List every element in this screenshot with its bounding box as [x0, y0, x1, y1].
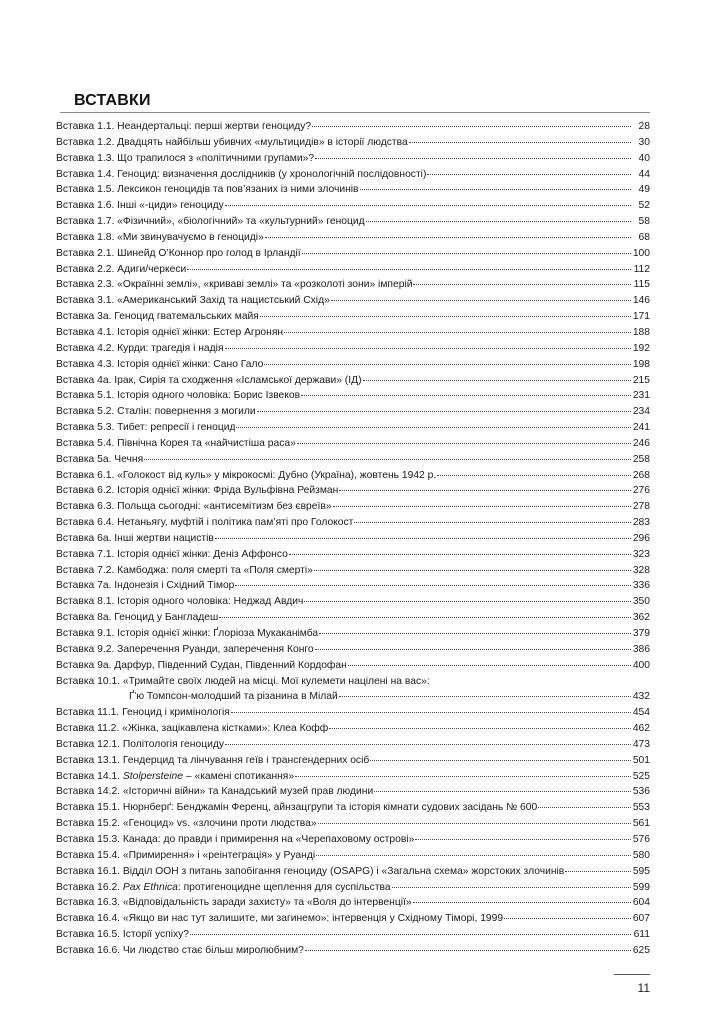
toc-entry-title: Вставка 7.2. Камбоджа: поля смерті та «Поля смерті» — [56, 564, 313, 576]
toc-entry-page: 30 — [638, 136, 650, 148]
toc-leader-dots — [215, 534, 631, 539]
toc-entry-title: Вставка 8.1. Історія одного чоловіка: Неджад Авдич — [56, 596, 304, 608]
toc-entry[interactable] — [56, 911, 650, 927]
toc-entry-title: Вставка 10.1. «Тримайте своїх людей на місці. Мої кулемети націлені на вас»: — [56, 675, 430, 687]
toc-entry-line2 — [56, 689, 650, 705]
toc-entry-page: 400 — [632, 659, 650, 671]
toc-leader-dots — [225, 740, 631, 745]
toc-entry[interactable] — [56, 610, 650, 626]
toc-entry-page: 258 — [632, 453, 650, 465]
toc-leader-dots — [392, 883, 631, 888]
toc-entry-title: Вставка 5.1. Історія одного чоловіка: Борис Ізвеков — [56, 390, 301, 402]
toc-leader-dots — [360, 185, 631, 190]
toc-entry-title-italic: Pax Ethnica — [122, 881, 178, 893]
toc-entry[interactable] — [56, 325, 650, 341]
toc-entry[interactable] — [56, 753, 650, 769]
toc-leader-dots — [231, 708, 631, 713]
toc-entry[interactable] — [56, 515, 650, 531]
toc-leader-dots — [312, 122, 631, 127]
toc-entry[interactable] — [56, 784, 650, 800]
toc-entry[interactable] — [56, 626, 650, 642]
toc-entry-page: 40 — [638, 152, 650, 164]
toc-entry-title: Вставка 13.1. Гендерцид та лінчування геїв і трансгендерних осіб — [56, 754, 370, 766]
toc-entry-title: Вставка 9.1. Історія однієї жінки: Ґлоріоза Мукаканімба — [56, 628, 319, 639]
toc-leader-dots — [538, 803, 631, 808]
toc-entry[interactable] — [56, 927, 650, 943]
toc-entry-title: Вставка 2.2. Адиги/черкеси — [56, 263, 187, 275]
toc-entry-page: 188 — [632, 326, 650, 338]
toc-entry-title: Вставка 4.3. Історія однієї жінки: Сано Гало — [56, 358, 264, 370]
toc-entry-page: 432 — [632, 691, 650, 703]
toc-entry-page: 192 — [632, 342, 650, 354]
toc-entry-page: 171 — [632, 311, 650, 323]
toc-entry-page: 215 — [632, 374, 650, 386]
toc-entry-page: 58 — [638, 216, 650, 228]
toc-entry-title: Вставка 1.7. «Фізичний», «біологічний» та «культурний» геноцид — [56, 216, 365, 228]
toc-entry[interactable] — [56, 468, 650, 484]
toc-entry-page: 112 — [633, 263, 650, 275]
toc-entry-page: 234 — [632, 406, 650, 418]
toc-entry-title: Вставка 16.1. Відділ ООН з питань запобігання геноциду (OSAPG) і «Загальна схема» жорстоких злочинів — [56, 865, 565, 877]
toc-entry-page: 115 — [633, 279, 650, 291]
toc-entry[interactable] — [56, 262, 650, 278]
toc-entry[interactable] — [56, 420, 650, 436]
toc-leader-dots — [363, 376, 632, 381]
toc-entry[interactable] — [56, 293, 650, 309]
toc-entry-title: Вставка 12.1. Політологія геноциду — [56, 738, 224, 750]
toc-entry-title-suffix: : протигеноцидне щеплення для суспільства — [177, 881, 391, 893]
toc-entry-page: 625 — [632, 944, 650, 956]
toc-leader-dots — [339, 692, 631, 697]
toc-entry[interactable] — [56, 864, 650, 880]
toc-entry[interactable] — [56, 151, 650, 167]
toc-entry[interactable] — [56, 388, 650, 404]
toc-entry-title: Вставка 8а. Геноцид у Бангладеш — [56, 612, 219, 624]
toc-leader-dots — [190, 930, 631, 935]
toc-entry[interactable] — [56, 737, 650, 753]
toc-entry-page: 231 — [632, 390, 650, 402]
toc-entry-page: 580 — [632, 849, 650, 861]
toc-entry-title: Вставка 9а. Дарфур, Південний Судан, Південний Кордофан — [56, 659, 347, 671]
toc-leader-dots — [319, 629, 631, 634]
toc-leader-dots — [235, 581, 631, 586]
toc-entry-page: 241 — [632, 422, 650, 434]
toc-entry-page: 100 — [632, 247, 650, 259]
toc-entry[interactable] — [56, 816, 650, 832]
toc-entry-title: Вставка 1.6. Інші «-циди» геноциду — [56, 200, 224, 212]
toc-entry[interactable] — [56, 182, 650, 198]
toc-entry-page: 268 — [632, 469, 650, 481]
toc-entry[interactable] — [56, 721, 650, 737]
section-heading: ВСТАВКИ — [74, 92, 151, 109]
toc-leader-dots — [413, 280, 631, 285]
toc-entry-page: 576 — [632, 833, 650, 845]
toc-entry-page: 462 — [632, 723, 650, 735]
toc-entry-title: Вставка 1.4. Геноцид: визначення дослідників (у хронологічній послідовності) — [56, 168, 427, 180]
toc-entry-page: 473 — [632, 738, 650, 750]
toc-entry-title: Вставка 14.2. «Історичні війни» та Канадський музей прав людини — [56, 786, 374, 798]
toc-entry[interactable] — [56, 800, 650, 816]
toc-entry-title: Вставка 15.3. Канада: до правди і примирення на «Черепаховому острові» — [56, 833, 415, 845]
toc-entry-title: Вставка 7.1. Історія однієї жінки: Деніз Аффонсо — [56, 548, 288, 560]
toc-entry[interactable] — [56, 547, 650, 563]
toc-entry-page: 44 — [638, 168, 650, 180]
toc-entry[interactable] — [56, 135, 650, 151]
toc-entry-title: Вставка 6.4. Нетаньягу, муфтій і політика пам’яті про Голокост — [56, 517, 354, 529]
toc-entry-page: 604 — [632, 897, 650, 909]
toc-entry-title: Вставка 2.1. Шинейд О’Коннор про голод в Ірландії — [56, 247, 301, 259]
toc-entry-title: Вставка 11.1. Геноцид і кримінологія — [56, 707, 230, 719]
toc-entry-title: Вставка 16.6. Чи людство стає більш миролюбним? — [56, 944, 304, 956]
toc-entry[interactable] — [56, 674, 650, 706]
toc-entry-title: Вставка 5.3. Тибет: репресії і геноцид — [56, 422, 236, 434]
page-number: 11 — [637, 981, 650, 995]
toc-entry-title: Вставка 1.1. Неандертальці: перші жертви геноциду? — [56, 121, 312, 132]
toc-leader-dots — [314, 566, 631, 571]
toc-entry-page: 525 — [632, 770, 650, 782]
toc-leader-dots — [413, 898, 631, 903]
toc-entry-title: Вставка 6.2. Історія однієї жінки: Фріда Вульфівна Рейзман — [56, 485, 339, 497]
toc-entry-title — [56, 769, 294, 785]
toc-entry[interactable] — [56, 880, 650, 896]
toc-entry-page: 599 — [632, 881, 650, 893]
toc-leader-dots — [437, 471, 631, 476]
toc-entry-title: Вставка 2.3. «Окраїнні землі», «криваві землі» та «розколоті зони» імперій — [56, 279, 413, 291]
toc-leader-dots — [297, 439, 631, 444]
toc-entry[interactable] — [56, 357, 650, 373]
toc-entry-title: Вставка 4.2. Курди: трагедія і надія — [56, 342, 224, 354]
toc-leader-dots — [339, 486, 631, 491]
toc-entry-page: 68 — [638, 231, 650, 243]
toc-entry-title: Вставка 3.1. «Американський Захід та нацистський Схід» — [56, 295, 330, 307]
toc-leader-dots — [409, 138, 631, 143]
toc-entry[interactable] — [56, 578, 650, 594]
toc-entry[interactable] — [56, 563, 650, 579]
toc-entry-title-continued: Ґ’ю Томпсон-молодший та різанина в Мілай — [129, 691, 338, 703]
toc-leader-dots — [504, 914, 631, 919]
toc-leader-dots — [301, 391, 631, 396]
toc-entry-page: 386 — [632, 643, 650, 655]
toc-leader-dots — [318, 819, 631, 824]
heading-rule — [60, 112, 650, 113]
toc-entry-title: Вставка 4а. Ірак, Сирія та сходження «Ісламської держави» (ІД) — [56, 374, 362, 386]
toc-entry[interactable] — [56, 341, 650, 357]
toc-entry[interactable] — [56, 404, 650, 420]
toc-entry-page: 561 — [632, 818, 650, 830]
toc-entry-title: Вставка 5.2. Сталін: повернення з могили — [56, 406, 256, 418]
toc-leader-dots — [304, 597, 631, 602]
toc-leader-dots — [225, 344, 631, 349]
toc-entry[interactable] — [56, 832, 650, 848]
toc-leader-dots — [348, 661, 631, 666]
toc-entry[interactable] — [56, 277, 650, 293]
toc-leader-dots — [219, 613, 631, 618]
toc-entry-title: Вставка 1.5. Лексикон геноцидів та пов’язаних із ними злочинів — [56, 184, 359, 196]
toc-entry-title: Вставка 6.3. Польща сьогодні: «антисемітизм без євреїв» — [56, 501, 332, 513]
toc-leader-dots — [236, 423, 631, 428]
toc-entry-title: Вставка 15.2. «Геноцид» vs. «злочини проти людства» — [56, 818, 317, 830]
toc-leader-dots — [366, 217, 631, 222]
toc-entry-title-prefix: Вставка 16.2. — [56, 881, 123, 893]
toc-entry-title: Вставка 16.5. Історії успіху? — [56, 929, 190, 941]
toc-leader-dots — [565, 867, 631, 872]
toc-entry[interactable] — [56, 531, 650, 547]
toc-leader-dots — [370, 756, 631, 761]
toc-entry[interactable] — [56, 452, 650, 468]
toc-leader-dots — [329, 724, 631, 729]
toc-entry-title-suffix: – «камені спотикання» — [183, 770, 295, 782]
toc-entry-page: 246 — [632, 437, 650, 449]
toc-entry-page: 536 — [632, 786, 650, 798]
toc-entry-page: 278 — [632, 501, 650, 513]
toc-leader-dots — [295, 772, 631, 777]
toc-entry[interactable] — [56, 499, 650, 515]
toc-entry[interactable] — [56, 943, 650, 959]
toc-leader-dots — [187, 265, 631, 270]
toc-entry[interactable] — [56, 373, 650, 389]
toc-entry-page: 328 — [632, 564, 650, 576]
toc-leader-dots — [257, 407, 631, 412]
toc-entry-title: Вставка 1.3. Що трапилося з «політичними групами»? — [56, 152, 315, 164]
toc-leader-dots — [284, 328, 631, 333]
toc-leader-dots — [302, 249, 631, 254]
toc-entry[interactable] — [56, 230, 650, 246]
toc-entry-page: 49 — [638, 184, 650, 196]
toc-leader-dots — [427, 170, 631, 175]
toc-leader-dots — [333, 502, 631, 507]
toc-entry-page: 362 — [632, 612, 650, 624]
footer-rule — [614, 974, 650, 975]
toc-leader-dots — [354, 518, 631, 523]
toc-entry-title: Вставка 11.2. «Жінка, зацікавлена кістками»: Клеа Кофф — [56, 723, 329, 735]
toc-entry[interactable] — [56, 167, 650, 183]
toc-leader-dots — [316, 851, 631, 856]
toc-entry-title: Вставка 7а. Індонезія і Східний Тімор — [56, 580, 235, 592]
toc-entry-page: 276 — [632, 485, 650, 497]
toc-entry-page: 379 — [632, 628, 650, 639]
toc-entry[interactable] — [56, 642, 650, 658]
toc-entry-page: 611 — [633, 929, 650, 941]
toc-entry-title-italic: Stolpersteine — [122, 770, 184, 782]
toc-leader-dots — [374, 787, 631, 792]
toc-entry-title: Вставка 3а. Геноцид гватемальських майя — [56, 311, 259, 323]
toc-entry[interactable] — [56, 214, 650, 230]
toc-leader-dots — [289, 550, 631, 555]
toc-entry[interactable] — [56, 436, 650, 452]
toc-entry-title: Вставка 5а. Чечня — [56, 453, 144, 465]
toc-leader-dots — [305, 946, 631, 951]
toc-entry[interactable] — [56, 246, 650, 262]
toc-entry[interactable] — [56, 309, 650, 325]
toc-entry[interactable] — [56, 119, 650, 135]
toc-list — [56, 119, 650, 959]
toc-leader-dots — [331, 296, 631, 301]
toc-entry-title — [56, 880, 391, 896]
toc-entry-page: 28 — [638, 121, 650, 132]
toc-entry[interactable] — [56, 895, 650, 911]
toc-entry-page: 52 — [638, 200, 650, 212]
toc-entry[interactable] — [56, 658, 650, 674]
toc-entry-title: Вставка 1.2. Двадцять найбільш убивчих «мультицидів» в історії людства — [56, 136, 408, 148]
toc-entry-title: Вставка 1.8. «Ми звинувачуємо в геноциді» — [56, 231, 264, 243]
toc-entry-page: 553 — [632, 802, 650, 814]
toc-entry-title: Вставка 15.1. Нюрнберґ: Бенджамін Ференц, айнзацгрупи та історія кімнати судових засідань № 600 — [56, 802, 538, 814]
toc-entry-page: 454 — [632, 707, 650, 719]
toc-entry-title-prefix: Вставка 14.1. — [56, 770, 123, 782]
toc-entry-page: 607 — [632, 913, 650, 925]
toc-entry-title: Вставка 9.2. Заперечення Руанди, заперечення Конго — [56, 643, 314, 655]
toc-leader-dots — [260, 312, 631, 317]
toc-leader-dots — [225, 201, 631, 206]
toc-leader-dots — [264, 360, 631, 365]
toc-entry-page: 501 — [632, 754, 650, 766]
toc-entry-page: 336 — [632, 580, 650, 592]
toc-leader-dots — [265, 233, 631, 238]
toc-entry[interactable] — [56, 483, 650, 499]
toc-entry[interactable] — [56, 705, 650, 721]
toc-entry[interactable] — [56, 769, 650, 785]
toc-entry-title: Вставка 16.4. «Якщо ви нас тут залишите, ми загинемо»: інтервенція у Східному Тіморі, 1999 — [56, 913, 504, 925]
toc-entry-title: Вставка 16.3. «Відповідальність заради захисту» та «Воля до інтервенції» — [56, 897, 412, 909]
toc-entry-title: Вставка 4.1. Історія однієї жінки: Естер Агронян — [56, 326, 284, 338]
toc-entry-page: 595 — [632, 865, 650, 877]
toc-entry[interactable] — [56, 198, 650, 214]
toc-entry-title: Вставка 6а. Інші жертви нацистів — [56, 532, 214, 544]
toc-entry-title: Вставка 15.4. «Примирення» і «реінтеграція» у Руанді — [56, 849, 316, 861]
toc-entry-title: Вставка 6.1. «Голокост від куль» у мікрокосмі: Дубно (Україна), жовтень 1942 р. — [56, 469, 437, 481]
toc-entry-page: 296 — [632, 532, 650, 544]
toc-entry-page: 198 — [632, 358, 650, 370]
toc-entry-page: 146 — [632, 295, 650, 307]
toc-leader-dots — [315, 154, 631, 159]
toc-entry-title: Вставка 5.4. Північна Корея та «найчистіша раса» — [56, 437, 296, 449]
toc-entry[interactable] — [56, 848, 650, 864]
toc-entry-page: 283 — [632, 517, 650, 529]
toc-leader-dots — [315, 645, 631, 650]
toc-entry[interactable] — [56, 594, 650, 610]
toc-leader-dots — [415, 835, 631, 840]
toc-entry-page: 350 — [632, 596, 650, 608]
toc-leader-dots — [144, 455, 631, 460]
toc-entry-page: 323 — [632, 548, 650, 560]
